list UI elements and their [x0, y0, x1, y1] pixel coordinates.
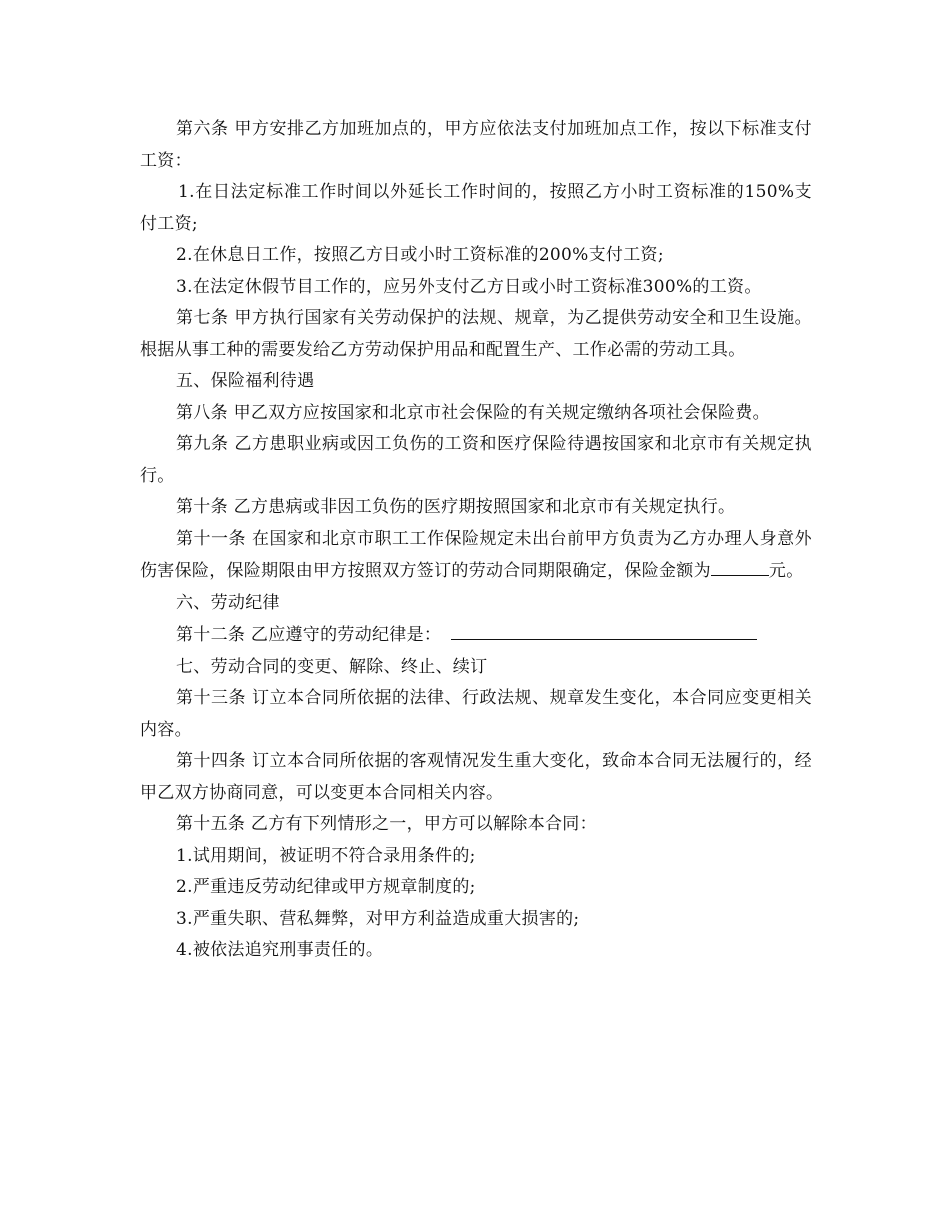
article-14: 第十四条 订立本合同所依据的客观情况发生重大变化，致命本合同无法履行的，经甲乙双方协商同意，可以变更本合同相关内容。 [140, 751, 812, 803]
article-15-item-1: 1.试用期间，被证明不符合录用条件的; [176, 845, 476, 866]
article-13: 第十三条 订立本合同所依据的法律、行政法规、规章发生变化，本合同应变更相关内容。 [140, 688, 812, 740]
article-9: 第九条 乙方患职业病或因工负伤的工资和医疗保险待遇按国家和北京市有关规定执行。 [140, 434, 812, 486]
section-7-heading: 七、劳动合同的变更、解除、终止、续订 [176, 656, 488, 677]
article-15: 第十五条 乙方有下列情形之一，甲方可以解除本合同： [176, 814, 597, 834]
article-12-text: 第十二条 乙应遵守的劳动纪律是： [176, 625, 442, 645]
article-15-item-4: 4.被依法追究刑事责任的。 [176, 940, 384, 960]
article-15-item-2: 2.严重违反劳动纪律或甲方规章制度的; [176, 877, 476, 897]
article-6-item-1: 1.在日法定标准工作时间以外延长工作时间的，按照乙方小时工资标准的150%支付工资; [140, 182, 812, 234]
article-15-item-3: 3.严重失职、营私舞弊，对甲方利益造成重大损害的; [176, 908, 580, 929]
article-6: 第六条 甲方安排乙方加班加点的，甲方应依法支付加班加点工作，按以下标准支付工资： [140, 119, 812, 171]
article-11 [140, 524, 812, 588]
article-11-text: 第十一条 在国家和北京市职工工作保险规定未出台前甲方负责为乙方办理人身意外伤害保险，保险期限由甲方按照双方签订的劳动合同期限确定，保险金额为 [140, 528, 812, 581]
article-6-item-2: 2.在休息日工作，按照乙方日或小时工资标准的200%支付工资; [176, 245, 664, 265]
article-10: 第十条 乙方患病或非因工负伤的医疗期按照国家和北京市有关规定执行。 [176, 497, 736, 517]
article-6-item-3: 3.在法定休假节目工作的，应另外支付乙方日或小时工资标准300%的工资。 [176, 276, 762, 297]
section-5-heading: 五、保险福利待遇 [176, 371, 315, 391]
insurance-amount-blank [711, 555, 769, 576]
article-12 [140, 619, 812, 652]
document-page [140, 114, 812, 967]
discipline-blank [451, 619, 757, 640]
article-8: 第八条 甲乙双方应按国家和北京市社会保险的有关规定缴纳各项社会保险费。 [176, 402, 770, 423]
section-6-heading: 六、劳动纪律 [176, 592, 280, 613]
article-7: 第七条 甲方执行国家有关劳动保护的法规、规章，为乙提供劳动安全和卫生设施。根据从事工种的需要发给乙方劳动保护用品和配置生产、工作必需的劳动工具。 [140, 308, 812, 360]
article-11-tail: 元。 [768, 561, 804, 581]
